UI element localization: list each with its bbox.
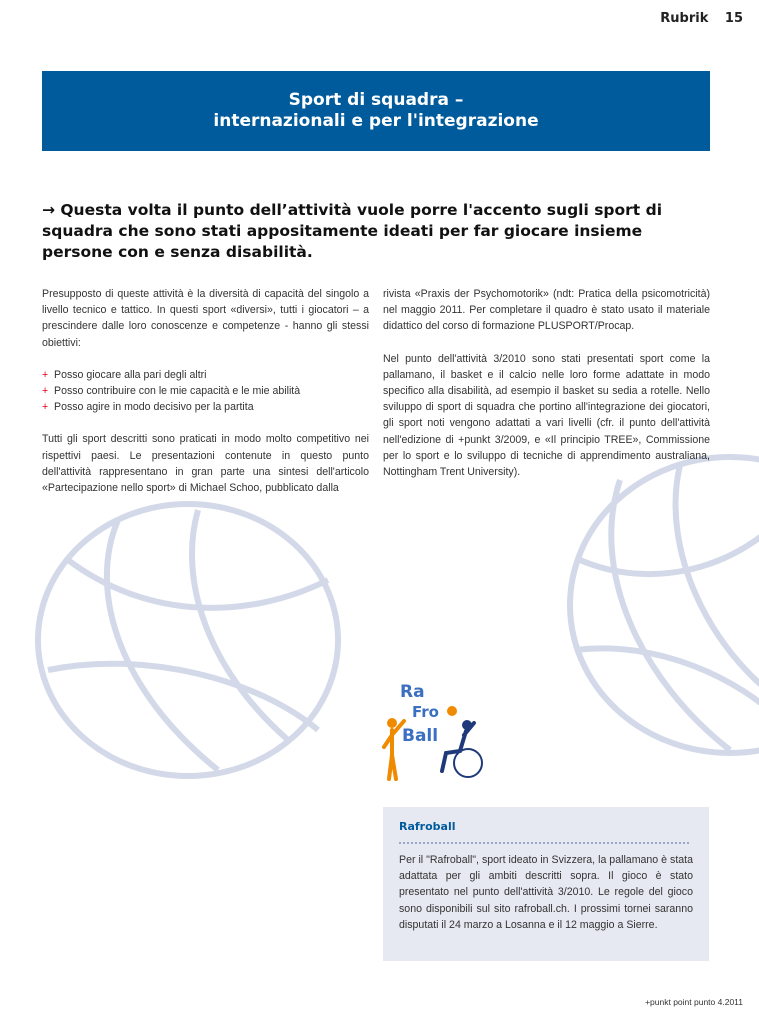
logo-text: Ball (402, 726, 439, 746)
box-title: Rafroball (399, 820, 456, 833)
wheelchair-player-icon (442, 720, 482, 777)
ball-icon (447, 706, 457, 716)
plus-icon: + (42, 401, 49, 414)
standing-player-icon (384, 718, 404, 779)
list-item: + Posso giocare alla pari degli altri (42, 367, 369, 383)
lead-paragraph: → Questa volta il punto dell’attività vuole porre l'accento sugli sport di squadra che sono stati appositamente ideati per far giocare insieme persone con e senza disabilità. (42, 201, 663, 261)
rafroball-info-box (383, 807, 709, 961)
banner-title-line1: Sport di squadra – (288, 90, 464, 110)
dotted-divider (399, 842, 689, 847)
body-paragraph: Nel punto dell'attività 3/2010 sono stati presentati sport come la pallamano, il basket e il calcio nelle loro forme adattate in modo specifico alla disabilità, ad esempio il basket su sedia a rotelle. Nello sviluppo di sport di squadra che portino all'integrazione dei giocatori, gli sport noti vengono adattati a vari livelli (cfr. il punto dell'attività nell'edizione di +punkt 3/2009, e «Il principio TREE», Commissione per lo sport e lo sviluppo di tecniche di apprendimento australiana, Nottingham Trent University). (383, 352, 710, 479)
banner-title-line2: internazionali e per l'integrazione (213, 111, 539, 131)
plus-icon: + (42, 368, 49, 381)
section-label: Rubrik (660, 11, 709, 26)
body-paragraph: rivista «Praxis der Psychomotorik» (ndt: Pratica della psicomotricità) nel maggio 2011. Per completare il quadro è stato usato il materiale didattico del corso di formazione PLUSPORT/Procap. (383, 288, 710, 333)
logo-text: Fro (412, 703, 439, 721)
logo-text: Ra (400, 682, 425, 702)
box-text: Per il "Rafroball", sport ideato in Svizzera, la pallamano è stata adattata per gli ambiti descritti sopra. Il gioco è stato presentato nel punto dell'attività 3/2010. Le regole del gioco sono disponibili sul sito rafroball.ch. I prossimi tornei saranno disputati il 24 marzo a Losanna e il 12 maggio a Sierre. (399, 854, 693, 931)
objectives-list (42, 367, 369, 416)
plus-icon: + (42, 385, 49, 398)
left-column (42, 286, 369, 512)
page-header (648, 11, 743, 26)
rafroball-logo (380, 675, 490, 785)
page-number: 15 (724, 11, 743, 26)
basketball-right-graphic (560, 450, 759, 760)
title-banner (42, 71, 710, 151)
footer-credit: +punkt point punto 4.2011 (645, 997, 743, 1007)
basketball-left-graphic (28, 500, 348, 790)
list-item: + Posso agire in modo decisivo per la partita (42, 399, 369, 415)
body-paragraph: Tutti gli sport descritti sono praticati in modo molto competitivo nei rispettivi paesi. Le presentazioni contenute in questo punto dell'attività rappresentano in gran parte una sintesi dell'articolo «Partecipazione nello sport» di Michael Schoo, pubblicato dalla (42, 433, 369, 495)
list-item: + Posso contribuire con le mie capacità e le mie abilità (42, 383, 369, 399)
intro-paragraph: Presupposto di queste attività è la diversità di capacità del singolo a livello tecnico e tattico. In questi sport «diversi», tutti i giocatori – a prescindere dalle loro conoscenze e competenze - hanno gli stessi obiettivi: (42, 288, 369, 349)
right-column (383, 286, 710, 496)
